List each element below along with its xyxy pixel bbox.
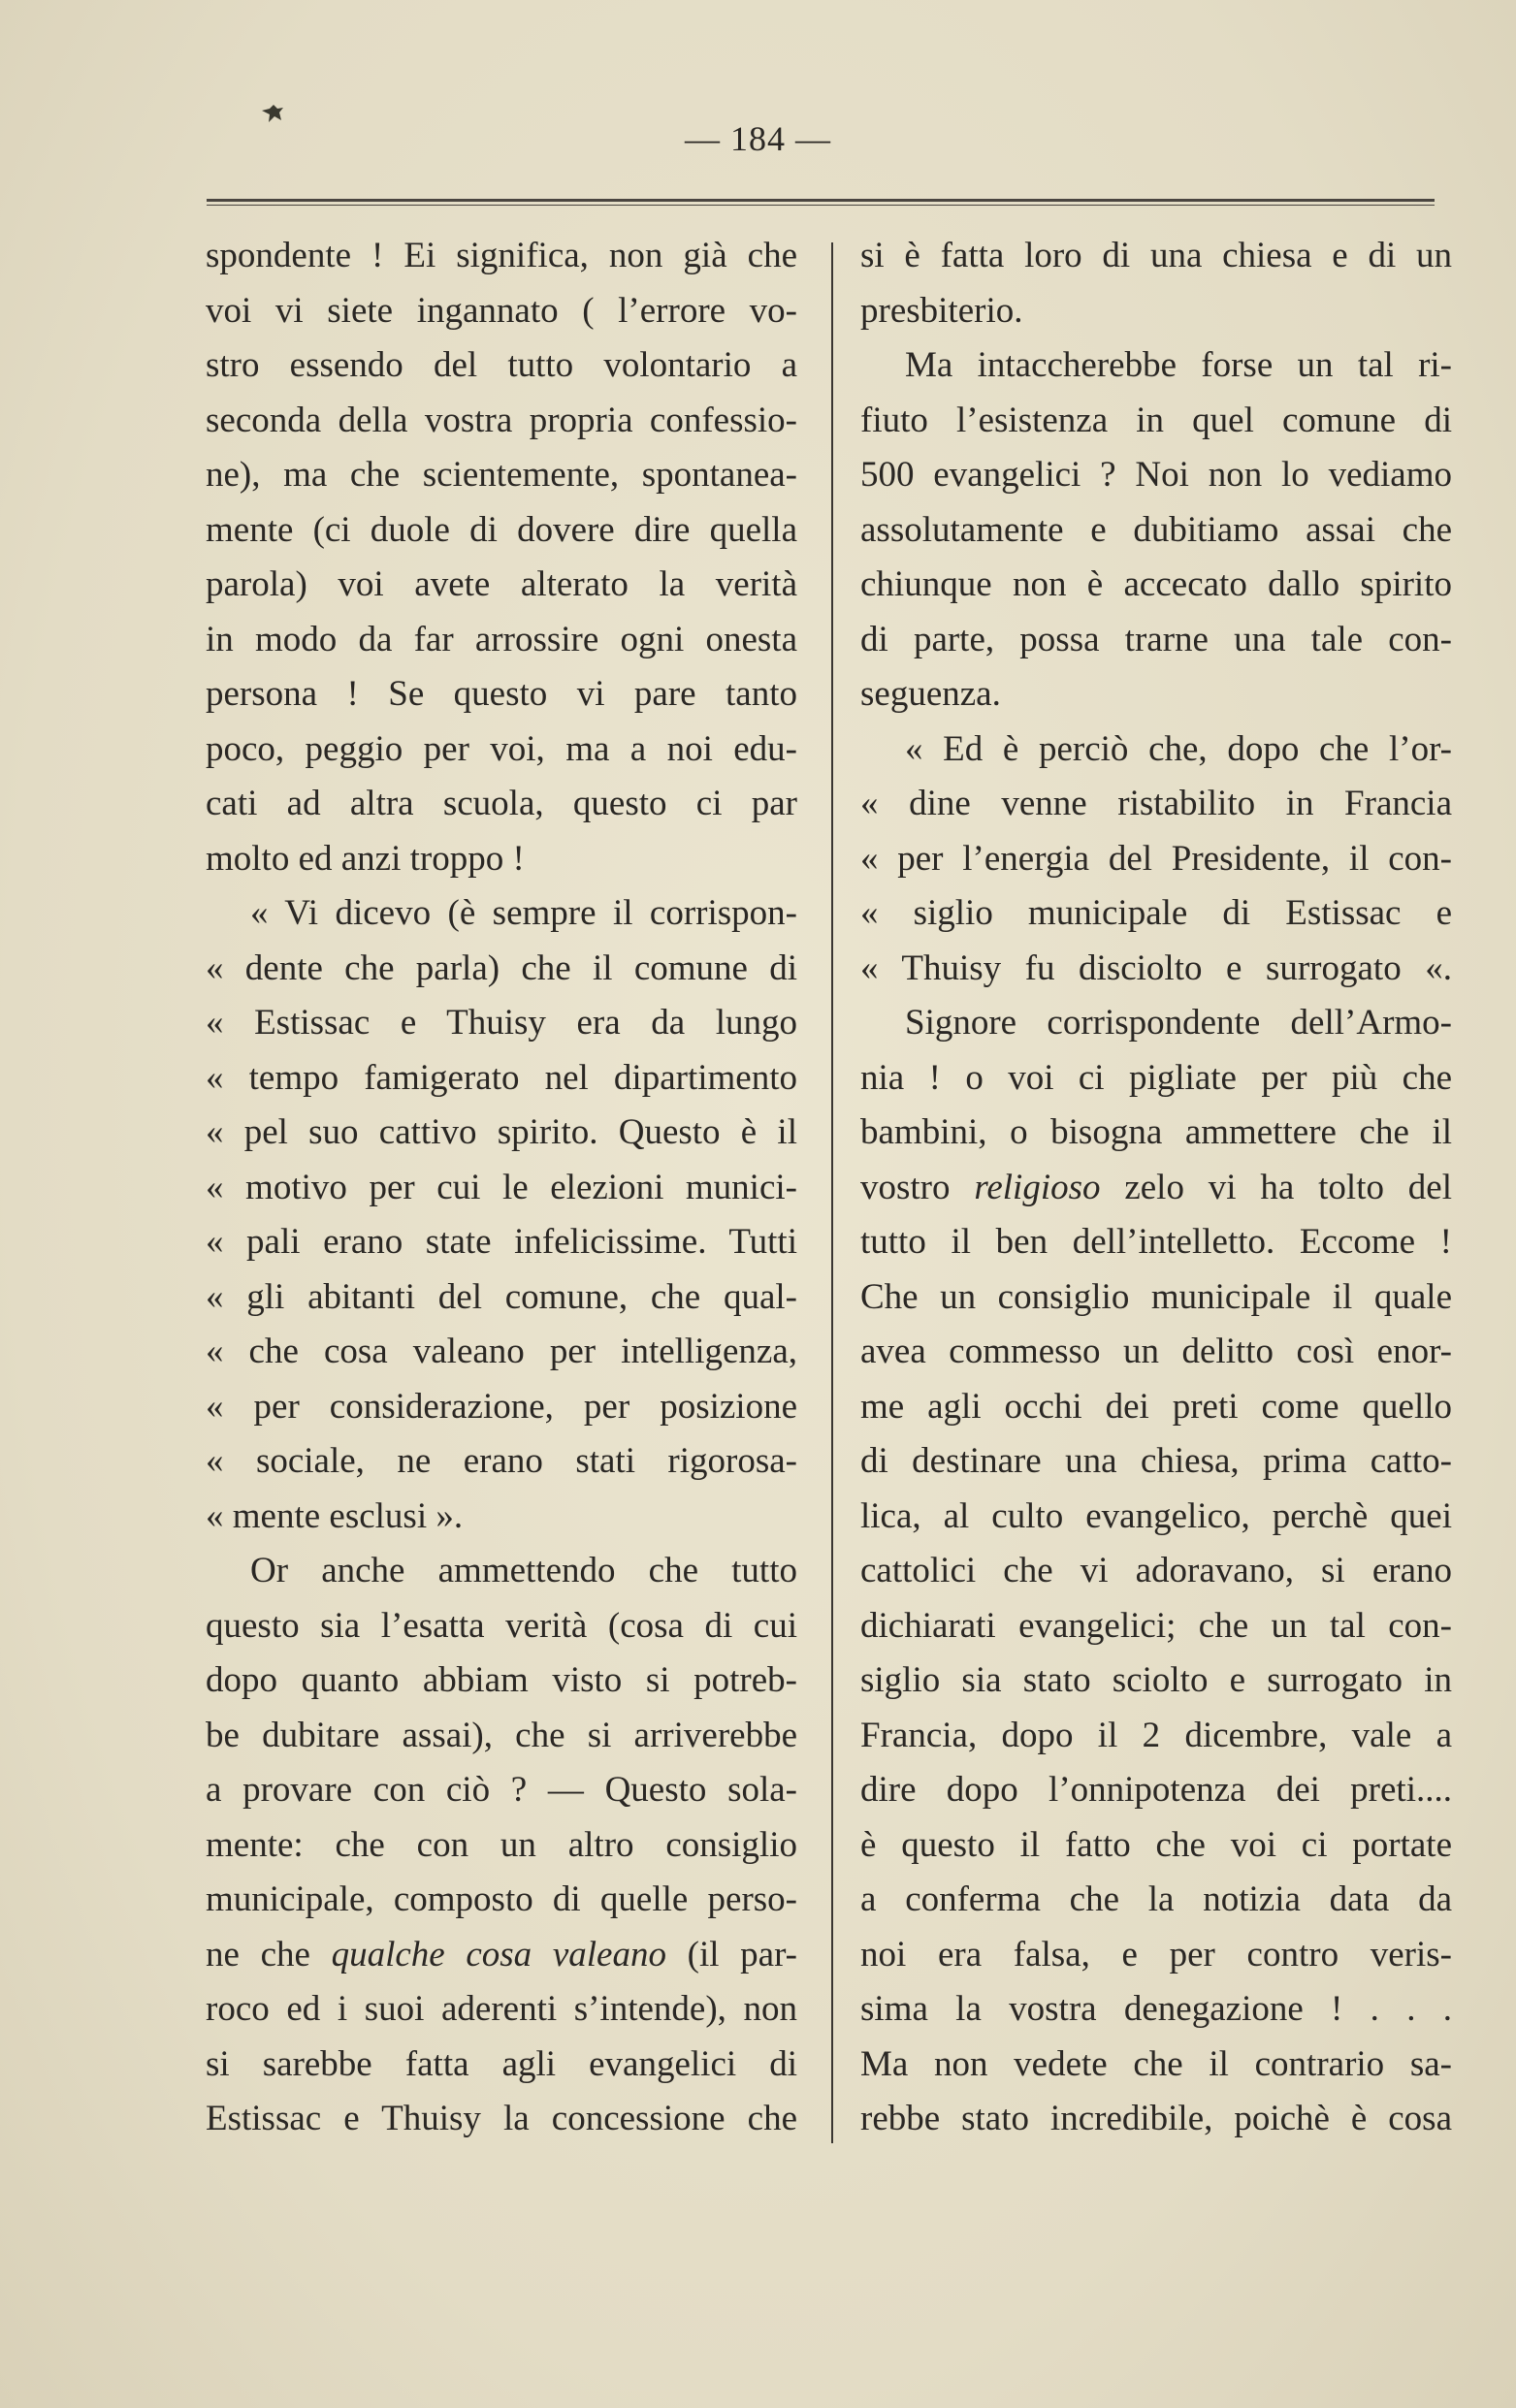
text-line: Che un consiglio municipale il quale: [860, 1276, 1452, 1317]
text-line: « per considerazione, per posizione: [206, 1386, 797, 1427]
text-line: « che cosa valeano per intelligenza,: [206, 1332, 797, 1371]
text-line: « per l’energia del Presidente, il con-: [860, 838, 1452, 879]
right-column: [860, 229, 1452, 2147]
text-line: « motivo per cui le elezioni munici-: [206, 1167, 797, 1207]
text-line: assolutamente e dubitiamo assai che: [860, 509, 1452, 550]
text-line: sima la vostra denegazione ! . . .: [860, 1989, 1452, 2029]
text-line: presbiterio.: [860, 290, 1023, 331]
text-line: siglio sia stato sciolto e surrogato in: [860, 1660, 1452, 1700]
text-line-italic-mixed: [860, 1161, 1452, 1216]
text-line: 500 evangelici ? Noi non lo vediamo: [860, 455, 1452, 495]
text-line: tutto il ben dell’intelletto. Eccome !: [860, 1222, 1452, 1262]
text-line: bambini, o bisogna ammettere che il: [860, 1112, 1452, 1152]
column-divider: [831, 242, 833, 2143]
text-line: « sociale, ne erano stati rigorosa-: [206, 1441, 797, 1481]
text-line: dire dopo l’onnipotenza dei preti....: [860, 1770, 1452, 1810]
text-line: Estissac e Thuisy la concessione che: [206, 2099, 797, 2138]
text-line: cattolici che vi adoravano, si erano: [860, 1551, 1452, 1590]
text-run: (il par-: [665, 1934, 797, 1975]
text-line: municipale, composto di quelle perso-: [206, 1879, 797, 1919]
text-line: parola) voi avete alterato la verità: [206, 564, 797, 604]
text-line: « dine venne ristabilito in Francia: [860, 784, 1452, 823]
left-column: [206, 229, 797, 2147]
text-line: si è fatta loro di una chiesa e di un: [860, 236, 1452, 275]
text-line: Ma intaccherebbe forse un tal ri-: [905, 345, 1452, 385]
text-line: mente (ci duole di dovere dire quella: [206, 509, 797, 550]
text-line: si sarebbe fatta agli evangelici di: [206, 2043, 797, 2084]
text-line: di destinare una chiesa, prima catto-: [860, 1441, 1452, 1481]
text-line: dichiarati evangelici; che un tal con-: [860, 1605, 1452, 1646]
page-number: — 184 —: [685, 119, 831, 158]
italic-run: religioso: [974, 1167, 1101, 1207]
text-line: a provare con ciò ? — Questo sola-: [206, 1770, 797, 1810]
text-line: noi era falsa, e per contro veris-: [860, 1934, 1452, 1975]
text-line: « siglio municipale di Estissac e: [860, 893, 1452, 933]
text-line: me agli occhi dei preti come quello: [860, 1386, 1452, 1427]
text-line: chiunque non è accecato dallo spirito: [860, 564, 1452, 604]
text-line: lica, al culto evangelico, perchè quei: [860, 1495, 1452, 1536]
text-line: Francia, dopo il 2 dicembre, vale a: [860, 1715, 1452, 1755]
text-run: vostro: [860, 1167, 975, 1207]
text-line: « mente esclusi ».: [206, 1495, 464, 1536]
text-line: « tempo famigerato nel dipartimento: [206, 1057, 797, 1098]
text-line: seconda della vostra propria confessio-: [206, 400, 797, 440]
text-line: fiuto l’esistenza in quel comune di: [860, 400, 1452, 440]
text-line: in modo da far arrossire ogni onesta: [206, 619, 797, 659]
text-line: « pel suo cattivo spirito. Questo è il: [206, 1112, 797, 1152]
text-line: poco, peggio per voi, ma a noi edu-: [206, 728, 797, 769]
text-line: « Thuisy fu disciolto e surrogato «.: [860, 947, 1452, 988]
text-line: « pali erano state infelicissime. Tutti: [206, 1222, 797, 1262]
text-line-italic-mixed: [206, 1928, 797, 1983]
text-line: voi vi siete ingannato ( l’errore vo-: [206, 290, 797, 331]
text-line: mente: che con un altro consiglio: [206, 1824, 797, 1865]
text-line: persona ! Se questo vi pare tanto: [206, 674, 797, 714]
text-run: ne che: [206, 1934, 332, 1975]
text-line: roco ed i suoi aderenti s’intende), non: [206, 1989, 797, 2029]
text-line: a conferma che la notizia data da: [860, 1879, 1452, 1919]
text-line: seguenza.: [860, 674, 1001, 714]
text-line: avea commesso un delitto così enor-: [860, 1332, 1452, 1371]
text-line: è questo il fatto che voi ci portate: [860, 1824, 1452, 1865]
text-run: zelo vi ha tolto del: [1100, 1167, 1452, 1207]
text-line: « Ed è perciò che, dopo che l’or-: [905, 728, 1452, 769]
text-line: « Estissac e Thuisy era da lungo: [206, 1003, 797, 1043]
text-line: nia ! o voi ci pigliate per più che: [860, 1057, 1452, 1098]
text-line: Signore corrispondente dell’Armo-: [905, 1003, 1452, 1043]
header-rule: [207, 199, 1435, 206]
text-line: « gli abitanti del comune, che qual-: [206, 1276, 797, 1317]
text-line: spondente ! Ei significa, non già che: [206, 236, 797, 275]
text-line: be dubitare assai), che si arriverebbe: [206, 1715, 797, 1755]
text-line: molto ed anzi troppo !: [206, 838, 525, 879]
text-line: rebbe stato incredibile, poichè è cosa: [860, 2099, 1452, 2138]
text-line: di parte, possa trarne una tale con-: [860, 619, 1452, 659]
text-line: Or anche ammettendo che tutto: [250, 1551, 797, 1590]
text-line: stro essendo del tutto volontario a: [206, 345, 797, 385]
text-line: Ma non vedete che il contrario sa-: [860, 2043, 1452, 2084]
text-line: cati ad altra scuola, questo ci par: [206, 784, 797, 823]
text-line: ne), ma che scientemente, spontanea-: [206, 455, 797, 495]
text-line: « dente che parla) che il comune di: [206, 947, 797, 988]
text-line: questo sia l’esatta verità (cosa di cui: [206, 1605, 797, 1646]
text-line: « Vi dicevo (è sempre il corrispon-: [250, 893, 797, 933]
text-line: dopo quanto abbiam visto si potreb-: [206, 1660, 797, 1700]
italic-run: qualche cosa valeano: [331, 1934, 666, 1975]
